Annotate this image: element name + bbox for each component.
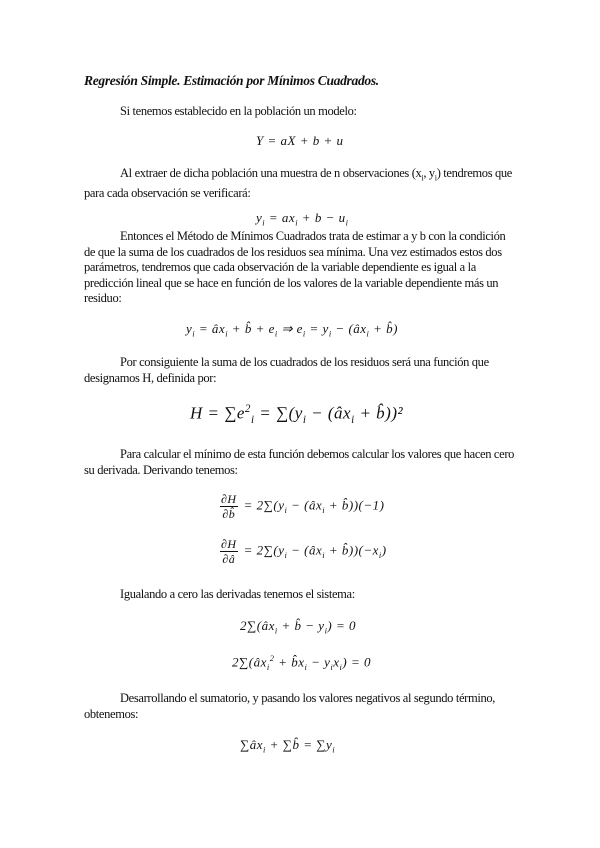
equation-system-2: $2\sum(âx_i^2$ + $b̂x_i - y_ix_i) = 0$ — [232, 653, 372, 672]
paragraph-expansion: Desarrollando el sumatorio, y pasando los valores negativos al segundo término, obtenemos: — [84, 691, 496, 721]
paragraph-derivative: Para calcular el mínimo de esta función debemos calcular los valores que hacen cero su derivada. Derivando tenemos: — [84, 447, 515, 477]
paragraph-sum-squares: Por consiguiente la suma de los cuadrados de los residuos será una función que designamos H, definida por: — [84, 355, 489, 385]
paragraph-system: Igualando a cero las derivadas tenemos el sistema: — [120, 587, 355, 601]
paragraph-sample: Al extraer de dicha población una muestra de n observaciones ($x_i$, $y_i$) tendremos que para cada observación se verificará: — [84, 166, 512, 200]
equation-residual: $y_i$ = $âx_i$ + b̂ + $e_i$ ⇒ $e_i = y_i$ − ($âx_i$ + b̂) — [186, 321, 399, 339]
equation-system-1: $2\sum(âx_i$ + b̂ − $y_i) = 0$ — [240, 618, 357, 636]
equation-derivative-b: $\frac{\partial H}{\partial b̂}$ = $2\sum(y_i$ − ($âx_i$ + b̂))(−1) — [221, 492, 385, 521]
equation-population-model: Y = aX + b + u — [256, 133, 344, 148]
equation-normal-1: $\sum âx_i$ + ∑b̂ = $\sum y_i$ — [240, 737, 336, 755]
document-title: Regresión Simple. Estimación por Mínimos Cuadrados. — [84, 73, 379, 88]
equation-function-h: $H = \sum e^2_i = \sum(y_i$ − ($âx_i$ + b̂))² — [190, 403, 404, 427]
equation-observation: $y_i = ax_i + b - u_i$ — [256, 210, 349, 228]
paragraph-model-intro: Si tenemos establecido en la población un modelo: — [120, 104, 357, 118]
equation-derivative-a: $\frac{\partial H}{\partial â}$ = $2\sum(y_i$ − ($âx_i$ + $b̂))(-x_i)$ — [221, 537, 387, 566]
paragraph-least-squares: Entonces el Método de Mínimos Cuadrados trata de estimar a y b con la condición de que la suma de los cuadrados de los residuos sea mínima. Una vez estimados estos dos parámetros, tendremos que cada observación de la variable dependiente es igual a la predicción lineal que se hace en función de los valores de la variable dependiente más un residuo: — [84, 229, 506, 305]
